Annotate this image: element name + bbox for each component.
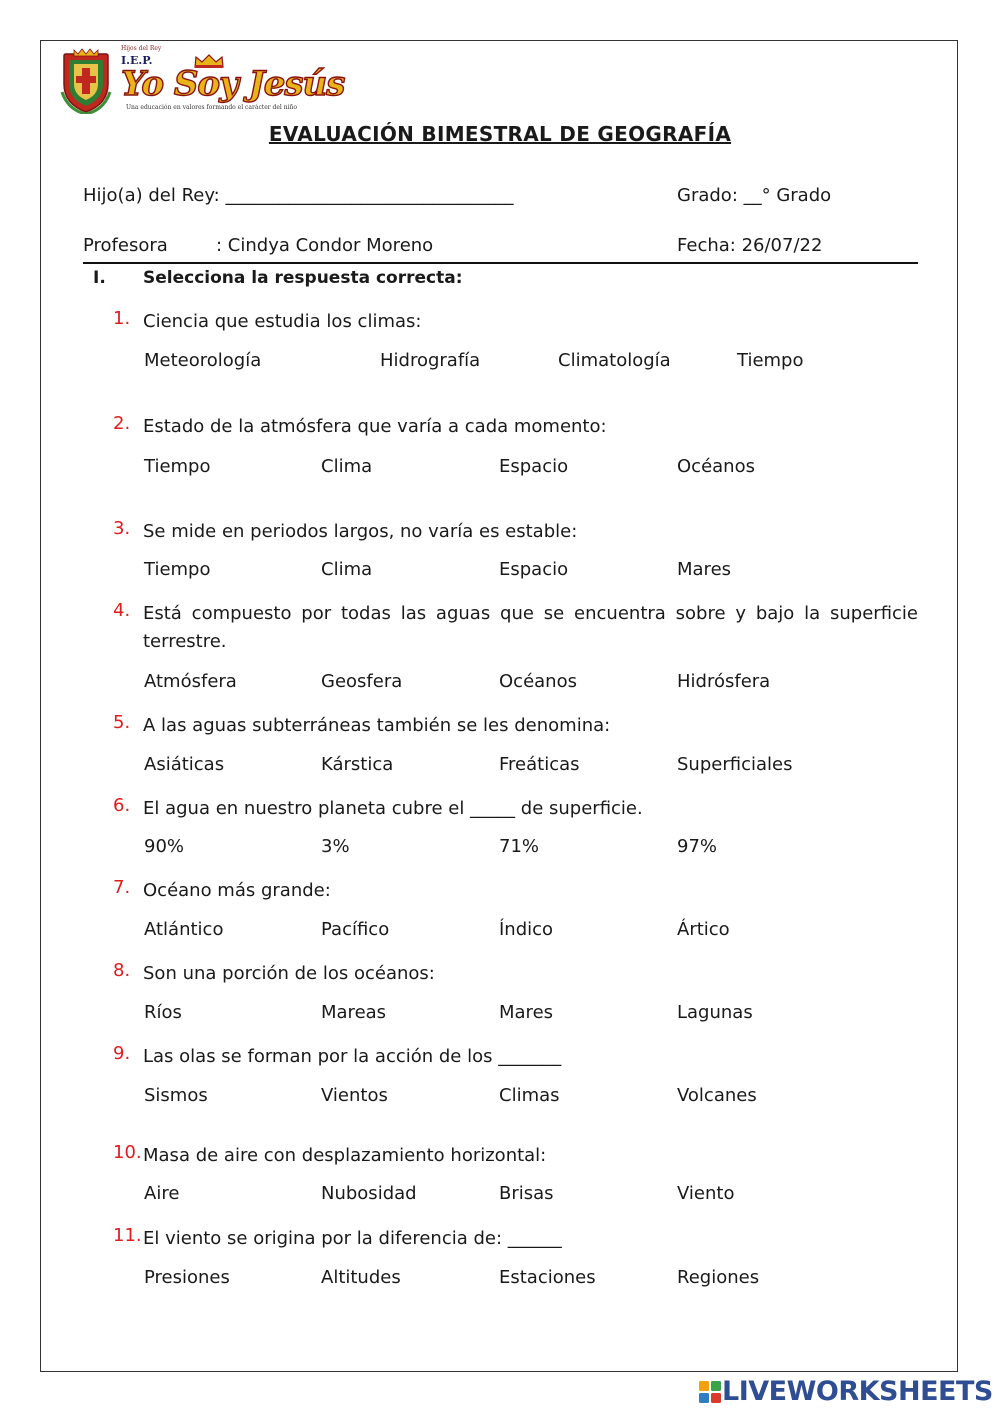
answer-option[interactable]: Clima xyxy=(321,559,373,580)
answer-option[interactable]: Geosfera xyxy=(321,671,403,692)
answer-option[interactable]: Mareas xyxy=(321,1002,387,1023)
logo-iep: I.E.P. xyxy=(121,54,153,67)
page-title: EVALUACIÓN BIMESTRAL DE GEOGRAFÍA xyxy=(268,122,732,146)
answer-option[interactable]: 97% xyxy=(677,836,718,857)
answer-option[interactable]: Atmósfera xyxy=(144,671,237,692)
answer-option[interactable]: Hidrósfera xyxy=(677,671,771,692)
answer-option[interactable]: Presiones xyxy=(144,1267,230,1288)
answer-option[interactable]: 3% xyxy=(321,836,350,857)
question-number: 4. xyxy=(113,600,131,621)
logo-brand: Yo Soy Jesús xyxy=(121,64,345,104)
question-text: Las olas se forman por la acción de los _______ xyxy=(143,1046,562,1067)
question-text: Masa de aire con desplazamiento horizontal: xyxy=(143,1145,547,1166)
answer-option[interactable]: Sismos xyxy=(144,1085,208,1106)
answer-option[interactable]: Volcanes xyxy=(677,1085,757,1106)
question-text: El viento se origina por la diferencia de: ______ xyxy=(143,1228,562,1249)
answer-option[interactable]: Climatología xyxy=(558,350,671,371)
question-number: 5. xyxy=(113,712,131,733)
student-name-field: Hijo(a) del Rey: ________________________________ xyxy=(83,185,514,206)
liveworksheets-logo-icon xyxy=(699,1381,721,1403)
answer-option[interactable]: Superficiales xyxy=(677,754,793,775)
answer-option[interactable]: Altitudes xyxy=(321,1267,401,1288)
answer-option[interactable]: Tiempo xyxy=(737,350,804,371)
answer-option[interactable]: Mares xyxy=(499,1002,554,1023)
section-number: I. xyxy=(93,268,106,288)
question-text: Ciencia que estudia los climas: xyxy=(143,311,422,332)
question-text: Está compuesto por todas las aguas que se encuentra sobre y bajo la superficie terrestre. xyxy=(143,603,918,652)
answer-option[interactable]: Océanos xyxy=(499,671,577,692)
answer-option[interactable]: Pacífico xyxy=(321,919,390,940)
question-text: Estado de la atmósfera que varía a cada momento: xyxy=(143,416,607,437)
logo-small-text: Hijos del Rey xyxy=(121,45,162,52)
question-text: Océano más grande: xyxy=(143,880,331,901)
answer-option[interactable]: Climas xyxy=(499,1085,560,1106)
answer-option[interactable]: Meteorología xyxy=(144,350,262,371)
answer-option[interactable]: Espacio xyxy=(499,559,569,580)
answer-option[interactable]: Atlántico xyxy=(144,919,224,940)
question-number: 1. xyxy=(113,308,131,329)
question-number: 9. xyxy=(113,1043,131,1064)
answer-option[interactable]: Tiempo xyxy=(144,456,211,477)
answer-option[interactable]: Clima xyxy=(321,456,373,477)
school-crest-logo xyxy=(60,48,112,114)
section-title: Selecciona la respuesta correcta: xyxy=(143,268,463,288)
answer-option[interactable]: Kárstica xyxy=(321,754,394,775)
teacher-value: : Cindya Condor Moreno xyxy=(216,235,434,256)
teacher-label: Profesora xyxy=(83,235,168,256)
answer-option[interactable]: Índico xyxy=(499,919,554,940)
answer-option[interactable]: Espacio xyxy=(499,456,569,477)
date-field: Fecha: 26/07/22 xyxy=(677,235,823,256)
question-number: 6. xyxy=(113,795,131,816)
grade-field: Grado: __° Grado xyxy=(677,185,832,206)
question-number: 2. xyxy=(113,413,131,434)
answer-option[interactable]: Viento xyxy=(677,1183,735,1204)
answer-option[interactable]: Lagunas xyxy=(677,1002,753,1023)
question-text: Son una porción de los océanos: xyxy=(143,963,435,984)
question-number: 3. xyxy=(113,518,131,539)
answer-option[interactable]: Tiempo xyxy=(144,559,211,580)
answer-option[interactable]: Vientos xyxy=(321,1085,388,1106)
liveworksheets-brand: LIVEWORKSHEETS xyxy=(722,1376,993,1407)
question-number: 8. xyxy=(113,960,131,981)
answer-option[interactable]: Brisas xyxy=(499,1183,554,1204)
question-number: 10. xyxy=(113,1142,142,1163)
answer-option[interactable]: Ártico xyxy=(677,919,730,940)
question-text: A las aguas subterráneas también se les denomina: xyxy=(143,715,611,736)
answer-option[interactable]: Hidrografía xyxy=(380,350,481,371)
answer-option[interactable]: Freáticas xyxy=(499,754,580,775)
answer-option[interactable]: Océanos xyxy=(677,456,755,477)
question-text: El agua en nuestro planeta cubre el _____ de superficie. xyxy=(143,798,643,819)
answer-option[interactable]: Estaciones xyxy=(499,1267,596,1288)
answer-option[interactable]: Mares xyxy=(677,559,732,580)
header-divider xyxy=(83,262,918,264)
answer-option[interactable]: Ríos xyxy=(144,1002,182,1023)
answer-option[interactable]: Nubosidad xyxy=(321,1183,417,1204)
question-number: 7. xyxy=(113,877,131,898)
answer-option[interactable]: Aire xyxy=(144,1183,180,1204)
question-number: 11. xyxy=(113,1225,142,1246)
logo-tagline: Una educación en valores formando el carácter del niño xyxy=(126,104,298,111)
answer-option[interactable]: 71% xyxy=(499,836,540,857)
answer-option[interactable]: 90% xyxy=(144,836,185,857)
answer-option[interactable]: Asiáticas xyxy=(144,754,225,775)
answer-option[interactable]: Regiones xyxy=(677,1267,760,1288)
question-text: Se mide en periodos largos, no varía es estable: xyxy=(143,521,578,542)
